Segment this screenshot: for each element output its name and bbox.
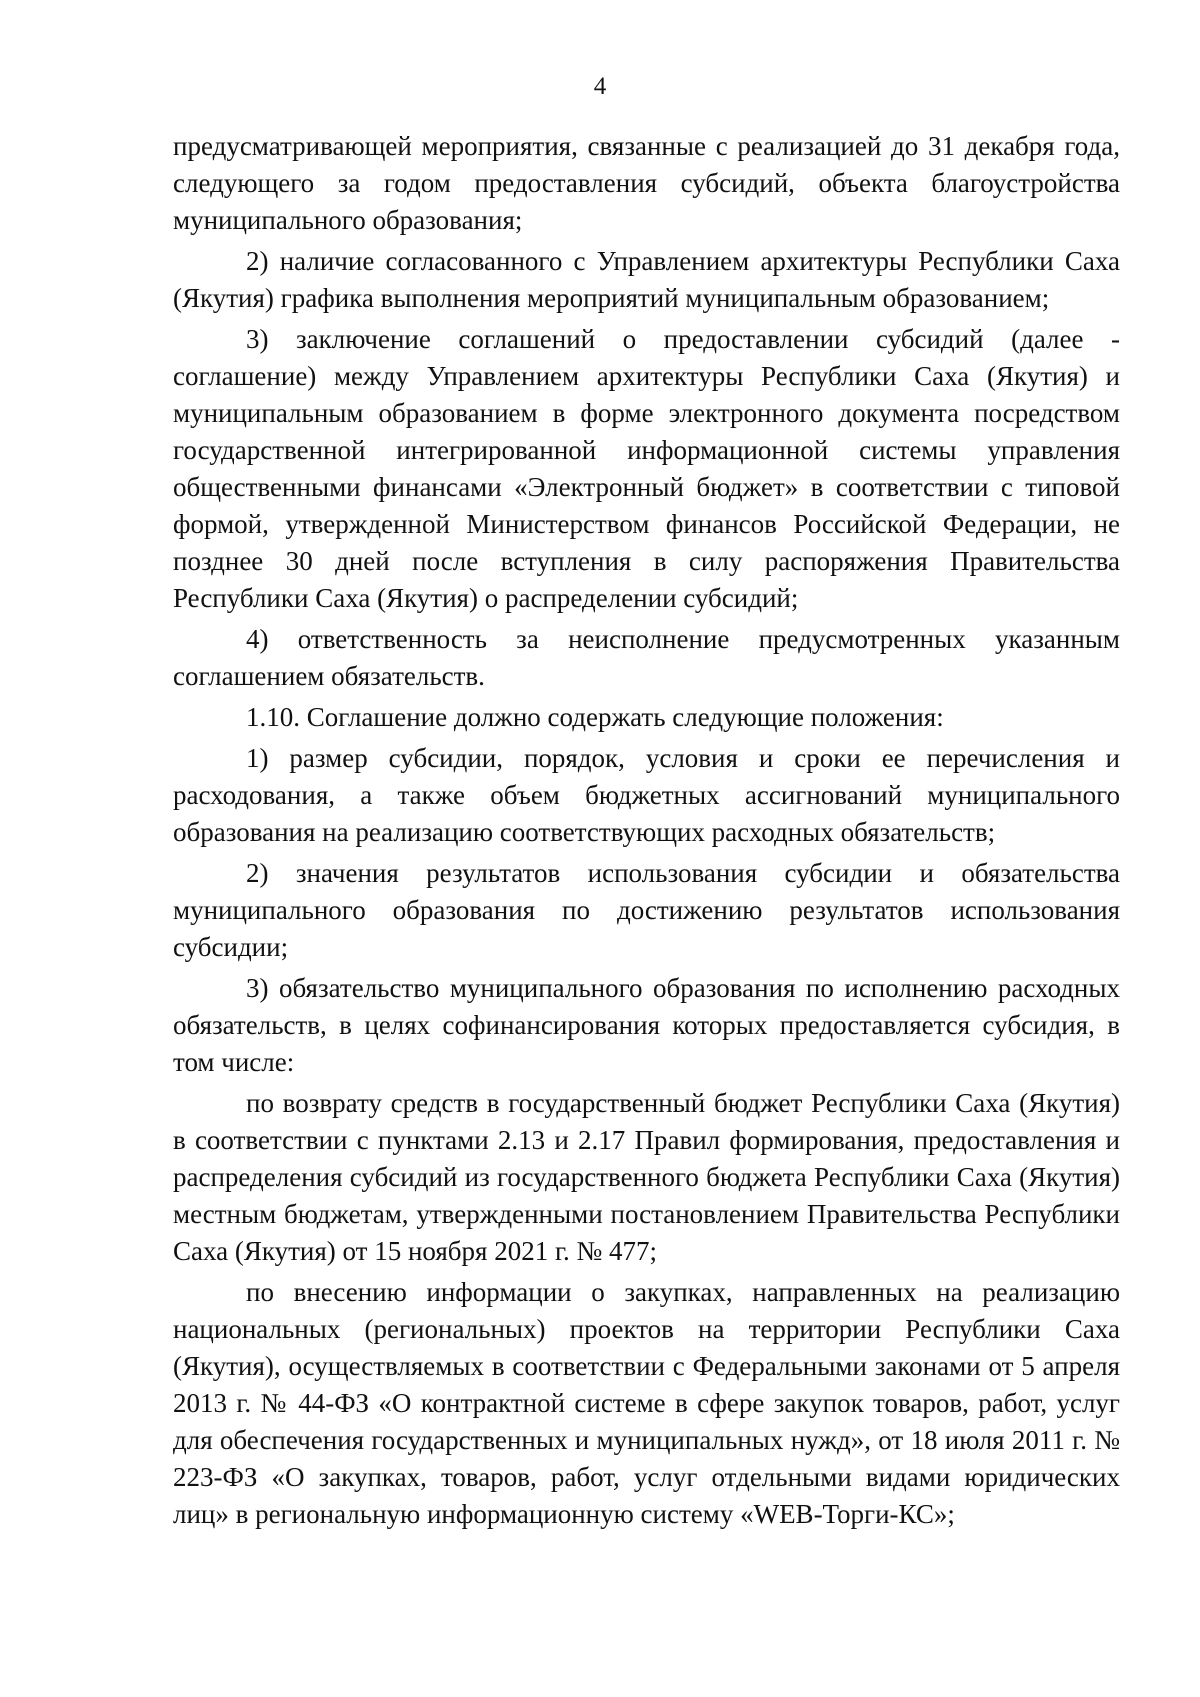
paragraph-item-4: 4) ответственность за неисполнение предусмотренных указанным соглашением обязательств. — [173, 624, 1120, 691]
paragraph-item-2: 2) наличие согласованного с Управлением архитектуры Республики Саха (Якутия) графика выполнения мероприятий муниципальным образованием; — [173, 246, 1120, 313]
paragraph-provision-3: 3) обязательство муниципального образования по исполнению расходных обязательств, в целях софинансирования которых предоставляется субсидия, в том числе: — [173, 973, 1120, 1077]
paragraph-section-1-10: 1.10. Соглашение должно содержать следующие положения: — [246, 702, 944, 732]
paragraph-continuation: предусматривающей мероприятия, связанные с реализацией до 31 декабря года, следующего за годом предоставления субсидий, объекта благоустройства муниципального образования; — [173, 131, 1120, 235]
paragraph-provision-2: 2) значения результатов использования субсидии и обязательства муниципального образования по достижению результатов использования субсидии; — [173, 858, 1120, 962]
paragraph-refund-obligation: по возврату средств в государственный бюджет Республики Саха (Якутия) в соответствии с пунктами 2.13 и 2.17 Правил формирования, предоставления и распределения субсидий из государственного бюджета Республики Саха (Якутия) местным бюджетам, утвержденными постановлением Правительства Республики Саха (Якутия) от 15 ноября 2021 г. № 477; — [173, 1088, 1120, 1266]
page-number: 4 — [593, 73, 607, 100]
paragraph-item-3: 3) заключение соглашений о предоставлении субсидий (далее - соглашение) между Управлением архитектуры Республики Саха (Якутия) и муниципальным образованием в форме электронного документа посредством государственной интегрированной информационной системы управления общественными финансами «Электронный бюджет» в соответствии с типовой формой, утвержденной Министерством финансов Российской Федерации, не позднее 30 дней после вступления в силу распоряжения Правительства Республики Саха (Якутия) о распределении субсидий; — [173, 324, 1120, 613]
paragraph-provision-1: 1) размер субсидии, порядок, условия и сроки ее перечисления и расходования, а также объем бюджетных ассигнований муниципального образования на реализацию соответствующих расходных обязательств; — [173, 743, 1120, 847]
paragraph-procurement-obligation: по внесению информации о закупках, направленных на реализацию национальных (региональных) проектов на территории Республики Саха (Якутия), осуществляемых в соответствии с Федеральными законами от 5 апреля 2013 г. № 44-ФЗ «О контрактной системе в сфере закупок товаров, работ, услуг для обеспечения государственных и муниципальных нужд», от 18 июля 2011 г. № 223-ФЗ «О закупках, товаров, работ, услуг отдельными видами юридических лиц» в региональную информационную систему «WEB-Торги-КС»; — [173, 1277, 1120, 1529]
document-body — [173, 128, 1120, 1537]
